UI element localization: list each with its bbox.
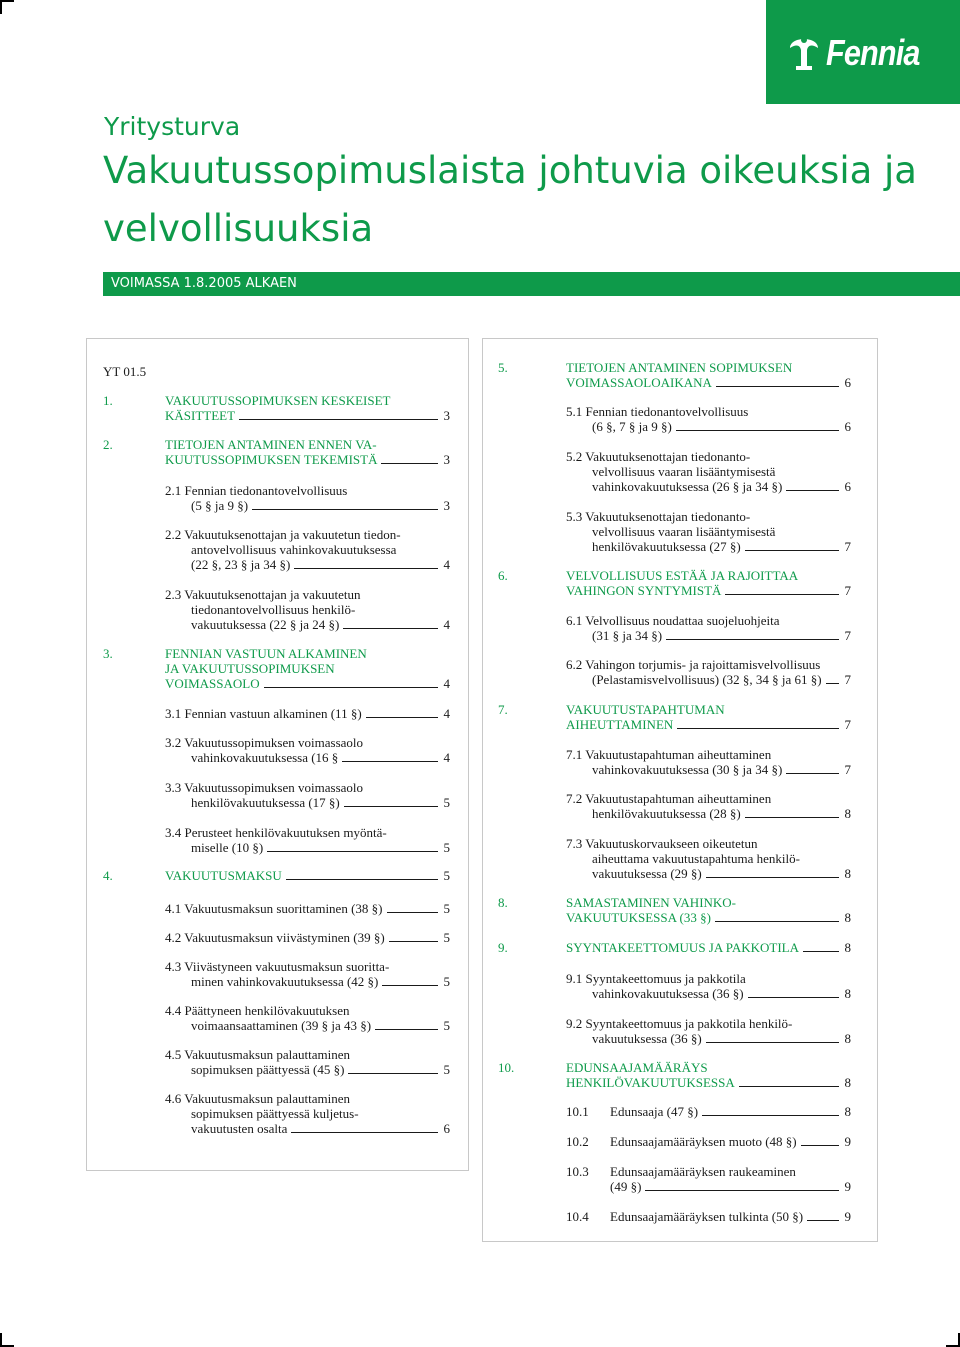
toc-line: (31 § ja 34 §) <box>592 628 663 643</box>
toc-entry <box>165 1047 450 1077</box>
toc-section <box>103 646 450 691</box>
toc-line: 4.3 Viivästyneen vakuutusmaksun suoritta- <box>165 959 390 974</box>
toc-page-number: 5 <box>443 901 450 916</box>
toc-line: minen vahinkovakuutuksessa (42 §) <box>191 974 379 989</box>
fennia-mushroom-icon <box>788 30 820 72</box>
leader-line <box>343 628 437 629</box>
toc-page-number: 5 <box>443 930 450 945</box>
toc-line: KÄSITTEET <box>165 408 236 423</box>
toc-line: aiheuttama vakuutustapahtuma henkilö- <box>592 851 800 866</box>
toc-line: miselle (10 §) <box>191 840 264 855</box>
toc-line: VAKUUTUKSESSA (33 §) <box>566 910 711 925</box>
toc-entry <box>165 825 450 855</box>
toc-page-number: 5 <box>443 868 450 883</box>
toc-line: VAKUUTUSMAKSU <box>165 868 282 883</box>
toc-line: voimaansaattaminen (39 § ja 43 §) <box>191 1018 372 1033</box>
toc-entry <box>566 657 851 687</box>
toc-line: 9.1 Syyntakeettomuus ja pakkotila <box>566 971 746 986</box>
toc-entry <box>165 780 450 810</box>
toc-page-number: 4 <box>443 706 450 721</box>
toc-line: vakuutusten osalta <box>191 1121 288 1136</box>
toc-section <box>498 360 851 390</box>
leader-line <box>807 1220 838 1221</box>
toc-line: 7.3 Vakuutuskorvaukseen oikeutetun <box>566 836 758 851</box>
toc-line: 2.1 Fennian tiedonantovelvollisuus <box>165 483 348 498</box>
leader-line <box>348 1073 437 1074</box>
toc-entry <box>566 613 851 643</box>
toc-line: (Pelastamisvelvollisuus) (32 §, 34 § ja 61 §) <box>592 672 822 687</box>
toc-page-number: 4 <box>443 557 450 572</box>
leader-line <box>666 639 838 640</box>
toc-page-number: 8 <box>844 1104 851 1119</box>
toc-page-number: 3 <box>443 452 450 467</box>
leader-line <box>294 568 437 569</box>
leader-line <box>725 594 838 595</box>
toc-line: 2.2 Vakuutuksenottajan ja vakuutetun tiedon- <box>165 527 401 542</box>
toc-line: (5 § ja 9 §) <box>191 498 249 513</box>
toc-entry <box>165 587 450 632</box>
toc-number: 1. <box>103 393 113 408</box>
toc-page-number: 8 <box>844 1031 851 1046</box>
toc-line: 3.3 Vakuutussopimuksen voimassaolo <box>165 780 364 795</box>
toc-line: SYYNTAKEETTOMUUS JA PAKKOTILA <box>566 940 799 955</box>
toc-line: vakuutuksessa (29 §) <box>592 866 702 881</box>
toc-page-number: 6 <box>844 375 851 390</box>
toc-entry <box>165 1091 450 1136</box>
leader-line <box>382 985 437 986</box>
toc-entry <box>566 791 851 821</box>
leader-line <box>706 1042 839 1043</box>
document-kicker: Yritysturva <box>104 112 241 141</box>
toc-line: 9.2 Syyntakeettomuus ja pakkotila henkilö- <box>566 1016 793 1031</box>
toc-line: 3.4 Perusteet henkilövakuutuksen myöntä- <box>165 825 387 840</box>
leader-line <box>267 851 437 852</box>
toc-entry <box>165 901 450 916</box>
leader-line <box>739 1086 839 1087</box>
toc-line: SAMASTAMINEN VAHINKO- <box>566 895 737 910</box>
toc-line: KUUTUSSOPIMUKSEN TEKEMISTÄ <box>165 452 378 467</box>
toc-entry <box>566 1104 851 1119</box>
toc-section <box>103 868 450 883</box>
leader-line <box>344 806 438 807</box>
toc-line: TIETOJEN ANTAMINEN ENNEN VA- <box>165 437 377 452</box>
toc-line: VOIMASSAOLOAIKANA <box>566 375 712 390</box>
toc-line: vahinkovakuutuksessa (30 § ja 34 §) <box>592 762 783 777</box>
toc-line: VELVOLLISUUS ESTÄÄ JA RAJOITTAA <box>566 568 799 583</box>
toc-entry <box>566 1016 851 1046</box>
leader-line <box>748 997 839 998</box>
toc-line: vahinkovakuutuksessa (16 § <box>191 750 339 765</box>
toc-line: 4.5 Vakuutusmaksun palauttaminen <box>165 1047 350 1062</box>
crop-mark-top-left <box>0 0 2 14</box>
toc-page-number: 3 <box>443 408 450 423</box>
toc-line: AIHEUTTAMINEN <box>566 717 674 732</box>
toc-line: henkilövakuutuksessa (17 §) <box>191 795 340 810</box>
fennia-logo <box>766 0 960 104</box>
toc-line: Edunsaajamääräyksen tulkinta (50 §) <box>610 1209 804 1224</box>
toc-line: 5.3 Vakuutuksenottajan tiedonanto- <box>566 509 751 524</box>
toc-line: 4.2 Vakuutusmaksun viivästyminen (39 §) <box>165 930 385 945</box>
toc-line: (22 §, 23 § ja 34 §) <box>191 557 291 572</box>
toc-line: 7.1 Vakuutustapahtuman aiheuttaminen <box>566 747 772 762</box>
toc-entry <box>165 706 450 721</box>
leader-line <box>264 687 438 688</box>
leader-line <box>291 1132 437 1133</box>
toc-line: 5.2 Vakuutuksenottajan tiedonanto- <box>566 449 751 464</box>
leader-line <box>715 921 839 922</box>
leader-line <box>801 1145 839 1146</box>
toc-number: 3. <box>103 646 113 661</box>
leader-line <box>645 1190 838 1191</box>
toc-line: 3.2 Vakuutussopimuksen voimassaolo <box>165 735 364 750</box>
leader-line <box>676 430 839 431</box>
toc-number: 5. <box>498 360 508 375</box>
toc-line: TIETOJEN ANTAMINEN SOPIMUKSEN <box>566 360 793 375</box>
toc-page-number: 7 <box>844 628 851 643</box>
toc-number: 10.3 <box>566 1164 589 1179</box>
leader-line <box>389 941 438 942</box>
toc-number: 10.2 <box>566 1134 589 1149</box>
toc-line: sopimuksen päättyessä (45 §) <box>191 1062 345 1077</box>
toc-section <box>498 940 851 955</box>
toc-entry <box>165 483 450 513</box>
toc-page-number: 5 <box>443 840 450 855</box>
toc-number: 10.1 <box>566 1104 589 1119</box>
toc-section <box>498 895 851 925</box>
toc-page-number: 9 <box>844 1179 851 1194</box>
leader-line <box>239 419 437 420</box>
toc-line: EDUNSAAJAMÄÄRÄYS <box>566 1060 708 1075</box>
leader-line <box>786 773 838 774</box>
leader-line <box>677 728 838 729</box>
toc-number: 10.4 <box>566 1209 589 1224</box>
toc-page-number: 9 <box>844 1134 851 1149</box>
toc-page-number: 7 <box>844 539 851 554</box>
toc-line: Edunsaaja (47 §) <box>610 1104 699 1119</box>
toc-line: vahinkovakuutuksessa (36 §) <box>592 986 744 1001</box>
toc-page-number: 8 <box>844 940 851 955</box>
toc-page-number: 8 <box>844 866 851 881</box>
toc-page-number: 6 <box>844 479 851 494</box>
validity-text: VOIMASSA 1.8.2005 ALKAEN <box>111 276 297 291</box>
toc-entry <box>566 836 851 881</box>
toc-entry <box>566 404 851 434</box>
leader-line <box>745 817 839 818</box>
leader-line <box>716 386 839 387</box>
toc-line: HENKILÖVAKUUTUKSESSA <box>566 1075 735 1090</box>
toc-line: Edunsaajamääräyksen muoto (48 §) <box>610 1134 797 1149</box>
toc-page-number: 7 <box>844 762 851 777</box>
toc-line: 3.1 Fennian vastuun alkaminen (11 §) <box>165 706 362 721</box>
toc-entry <box>566 1209 851 1224</box>
leader-line <box>375 1029 437 1030</box>
toc-line: VAKUUTUSSOPIMUKSEN KESKEISET <box>165 393 391 408</box>
toc-page-number: 5 <box>443 1062 450 1077</box>
toc-number: 7. <box>498 702 508 717</box>
toc-number: 10. <box>498 1060 515 1075</box>
toc-entry <box>566 509 851 554</box>
leader-line <box>786 490 838 491</box>
toc-section <box>498 568 851 598</box>
leader-line <box>366 717 438 718</box>
toc-line: 6.1 Velvollisuus noudattaa suojeluohjeita <box>566 613 780 628</box>
toc-line: henkilövakuutuksessa (27 §) <box>592 539 741 554</box>
toc-page-number: 7 <box>844 583 851 598</box>
toc-entry <box>566 1164 851 1194</box>
toc-line: 5.1 Fennian tiedonantovelvollisuus <box>566 404 749 419</box>
toc-section <box>498 702 851 732</box>
toc-page-number: 8 <box>844 1075 851 1090</box>
toc-entry <box>165 527 450 572</box>
toc-page-number: 8 <box>844 806 851 821</box>
toc-line: 4.6 Vakuutusmaksun palauttaminen <box>165 1091 350 1106</box>
toc-page-number: 5 <box>443 1018 450 1033</box>
toc-line: FENNIAN VASTUUN ALKAMINEN <box>165 646 367 661</box>
toc-page-number: 9 <box>844 1209 851 1224</box>
toc-line: vakuutuksessa (36 §) <box>592 1031 702 1046</box>
leader-line <box>826 683 839 684</box>
toc-number: 9. <box>498 940 508 955</box>
toc-line: henkilövakuutuksessa (28 §) <box>592 806 741 821</box>
toc-page-number: 4 <box>443 676 450 691</box>
toc-line: VAKUUTUSTAPAHTUMAN <box>566 702 725 717</box>
toc-line: 6.2 Vahingon torjumis- ja rajoittamisvelvollisuus <box>566 657 821 672</box>
toc-number: 8. <box>498 895 508 910</box>
toc-number: 4. <box>103 868 113 883</box>
toc-entry <box>566 1134 851 1149</box>
toc-page-number: 7 <box>844 672 851 687</box>
toc-line: 4.4 Päättyneen henkilövakuutuksen <box>165 1003 350 1018</box>
toc-line: vakuutuksessa (22 § ja 24 §) <box>191 617 340 632</box>
leader-line <box>387 912 438 913</box>
leader-line <box>803 951 839 952</box>
toc-line: JA VAKUUTUSSOPIMUKSEN <box>165 661 335 676</box>
leader-line <box>252 509 437 510</box>
toc-page-number: 6 <box>443 1121 450 1136</box>
leader-line <box>706 877 839 878</box>
leader-line <box>745 550 839 551</box>
toc-line: 7.2 Vakuutustapahtuman aiheuttaminen <box>566 791 772 806</box>
leader-line <box>381 463 437 464</box>
toc-line: (6 §, 7 § ja 9 §) <box>592 419 672 434</box>
toc-line: 4.1 Vakuutusmaksun suorittaminen (38 §) <box>165 901 383 916</box>
toc-line: sopimuksen päättyessä kuljetus- <box>191 1106 359 1121</box>
toc-number: 2. <box>103 437 113 452</box>
toc-page-number: 3 <box>443 498 450 513</box>
toc-entry <box>566 449 851 494</box>
toc-line: velvollisuus vaaran lisääntymisestä <box>592 524 776 539</box>
leader-line <box>342 761 437 762</box>
toc-page-number: 8 <box>844 986 851 1001</box>
toc-page-number: 4 <box>443 750 450 765</box>
toc-page-number: 8 <box>844 910 851 925</box>
toc-section <box>498 1060 851 1090</box>
toc-line: Edunsaajamääräyksen raukeaminen <box>610 1164 796 1179</box>
leader-line <box>286 879 438 880</box>
toc-line: antovelvollisuus vahinkovakuutuksessa <box>191 542 397 557</box>
toc-entry <box>165 930 450 945</box>
toc-entry <box>165 959 450 989</box>
toc-section <box>103 437 450 467</box>
toc-page-number: 7 <box>844 717 851 732</box>
toc-page-number: 5 <box>443 974 450 989</box>
toc-line: (49 §) <box>610 1179 642 1194</box>
logo-text: Fennia <box>826 32 920 73</box>
toc-number: 6. <box>498 568 508 583</box>
toc-section <box>103 393 450 423</box>
toc-page-number: 6 <box>844 419 851 434</box>
toc-entry <box>566 971 851 1001</box>
toc-line: VAHINGON SYNTYMISTÄ <box>566 583 722 598</box>
validity-band <box>103 272 960 296</box>
leader-line <box>702 1115 838 1116</box>
toc-entry <box>165 1003 450 1033</box>
doc-code: YT 01.5 <box>103 364 147 379</box>
toc-line: 2.3 Vakuutuksenottajan ja vakuutetun <box>165 587 361 602</box>
crop-mark-top-left-h <box>0 0 14 2</box>
toc-line: vahinkovakuutuksessa (26 § ja 34 §) <box>592 479 783 494</box>
document-title: Vakuutussopimuslaista johtuvia oikeuksia ja velvollisuuksia <box>103 149 917 250</box>
toc-line: velvollisuus vaaran lisääntymisestä <box>592 464 776 479</box>
toc-entry <box>165 735 450 765</box>
toc-page-number: 4 <box>443 617 450 632</box>
toc-line: tiedonantovelvollisuus henkilö- <box>191 602 356 617</box>
toc-page-number: 5 <box>443 795 450 810</box>
toc-entry <box>566 747 851 777</box>
toc-line: VOIMASSAOLO <box>165 676 260 691</box>
